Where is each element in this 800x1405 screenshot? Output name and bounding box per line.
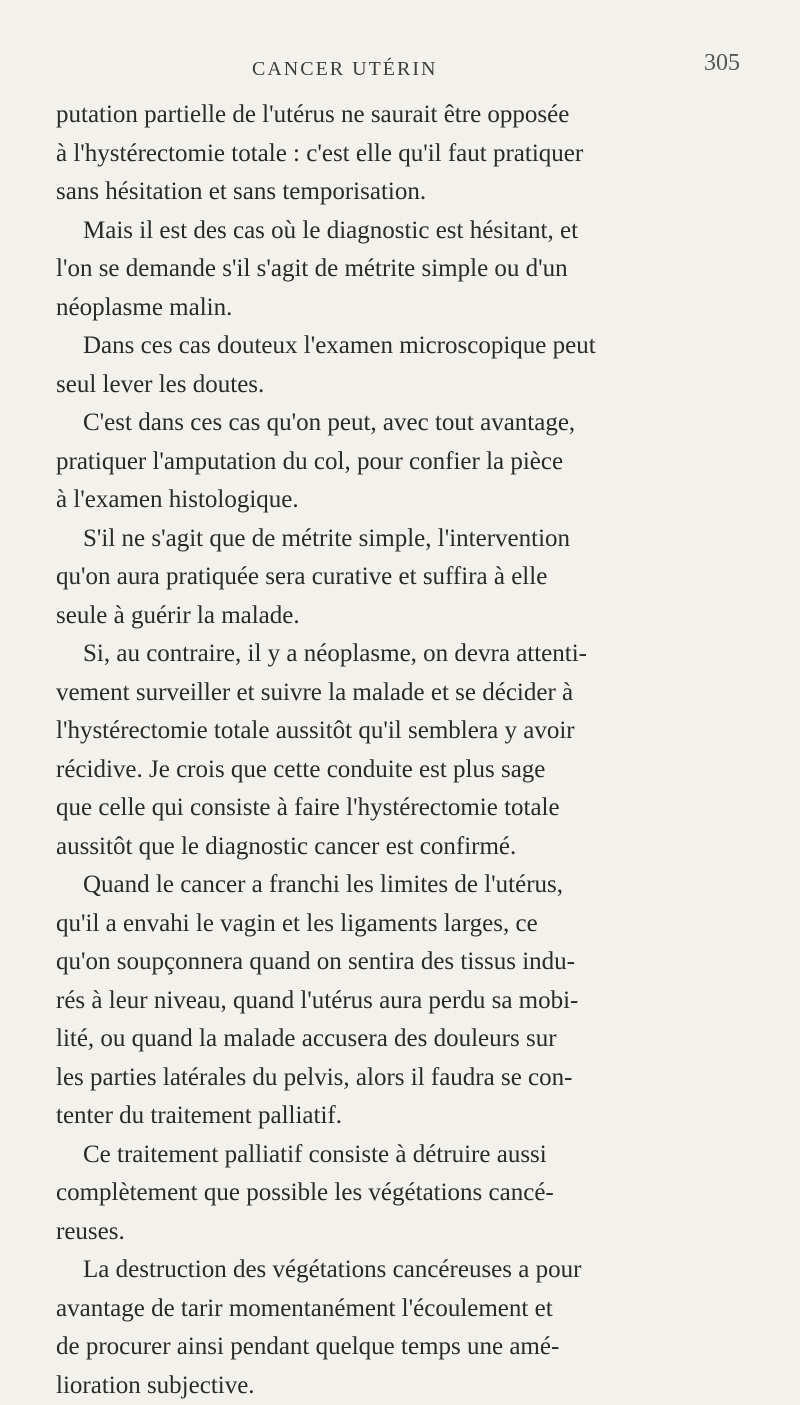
text-line: S'il ne s'agit que de métrite simple, l'intervention <box>56 520 756 559</box>
text-line: rés à leur niveau, quand l'utérus aura perdu sa mobi- <box>56 982 756 1021</box>
text-line: La destruction des végétations cancéreuses a pour <box>56 1251 756 1290</box>
text-line: Dans ces cas douteux l'examen microscopique peut <box>56 327 756 366</box>
text-line: l'hystérectomie totale aussitôt qu'il semblera y avoir <box>56 712 756 751</box>
text-line: qu'il a envahi le vagin et les ligaments larges, ce <box>56 905 756 944</box>
text-line: sans hésitation et sans temporisation. <box>56 173 756 212</box>
text-line: reuses. <box>56 1213 756 1252</box>
text-line: tenter du traitement palliatif. <box>56 1097 756 1136</box>
text-line: C'est dans ces cas qu'on peut, avec tout avantage, <box>56 404 756 443</box>
text-line: qu'on soupçonnera quand on sentira des tissus indu- <box>56 943 756 982</box>
text-line: seule à guérir la malade. <box>56 597 756 636</box>
page-number: 305 <box>704 50 740 77</box>
text-line: que celle qui consiste à faire l'hystérectomie totale <box>56 789 756 828</box>
text-line: de procurer ainsi pendant quelque temps une amé- <box>56 1328 756 1367</box>
text-line: Ce traitement palliatif consiste à détruire aussi <box>56 1136 756 1175</box>
text-line: lioration subjective. <box>56 1367 756 1405</box>
text-line: Mais il est des cas où le diagnostic est hésitant, et <box>56 212 756 251</box>
running-title: CANCER UTÉRIN <box>252 58 437 81</box>
text-line: à l'examen histologique. <box>56 481 756 520</box>
text-line: pratiquer l'amputation du col, pour confier la pièce <box>56 443 756 482</box>
text-line: Quand le cancer a franchi les limites de l'utérus, <box>56 866 756 905</box>
text-line: avantage de tarir momentanément l'écoulement et <box>56 1290 756 1329</box>
text-line: aussitôt que le diagnostic cancer est confirmé. <box>56 828 756 867</box>
text-line: seul lever les doutes. <box>56 366 756 405</box>
text-line: complètement que possible les végétations cancé- <box>56 1174 756 1213</box>
text-line: à l'hystérectomie totale : c'est elle qu'il faut pratiquer <box>56 135 756 174</box>
text-line: les parties latérales du pelvis, alors il faudra se con- <box>56 1059 756 1098</box>
text-line: l'on se demande s'il s'agit de métrite simple ou d'un <box>56 250 756 289</box>
page-header <box>0 58 800 92</box>
text-line: Si, au contraire, il y a néoplasme, on devra attenti- <box>56 635 756 674</box>
body-text <box>56 96 756 1405</box>
text-line: vement surveiller et suivre la malade et se décider à <box>56 674 756 713</box>
text-line: récidive. Je crois que cette conduite est plus sage <box>56 751 756 790</box>
text-line: qu'on aura pratiquée sera curative et suffira à elle <box>56 558 756 597</box>
text-line: putation partielle de l'utérus ne saurait être opposée <box>56 96 756 135</box>
text-line: néoplasme malin. <box>56 289 756 328</box>
text-line: lité, ou quand la malade accusera des douleurs sur <box>56 1020 756 1059</box>
